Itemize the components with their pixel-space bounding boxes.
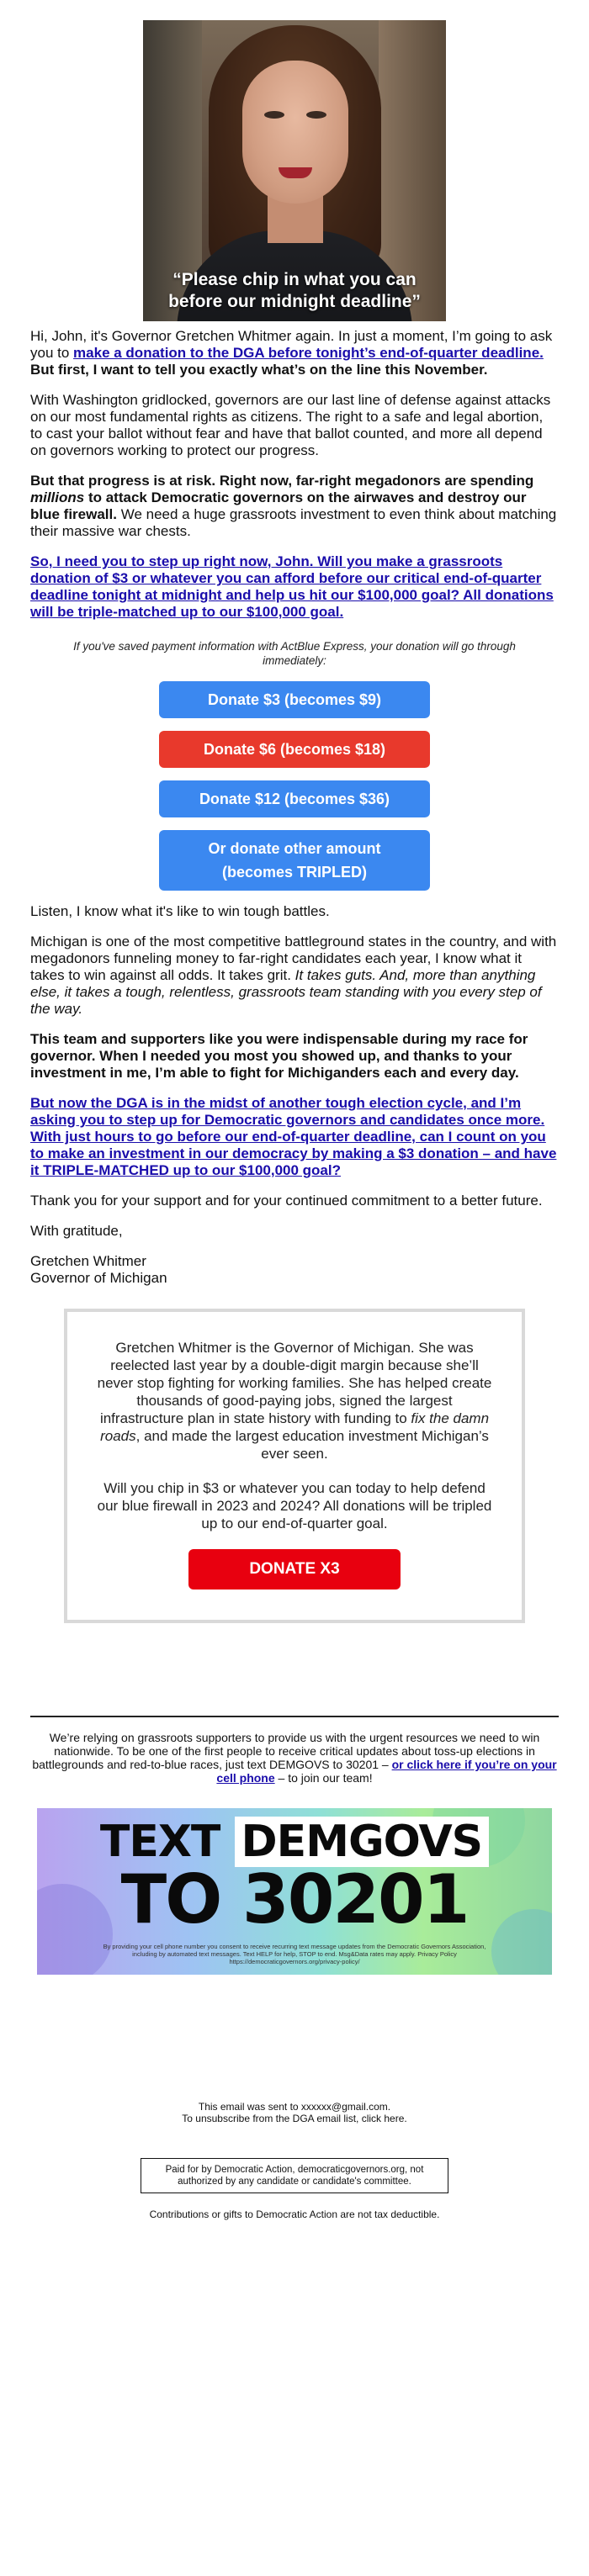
email-notice — [30, 2101, 559, 2124]
donate-x3-button[interactable]: DONATE X3 — [188, 1549, 401, 1590]
michigan-italic: It takes guts. And, more than anything else, it takes a tough, relentless, grassroots team standing with you every step of the way. — [30, 967, 542, 1017]
actblue-note: If you've saved payment information with ActBlue Express, your donation will go through immediately: — [73, 640, 516, 667]
donate-other-amount-button[interactable] — [159, 830, 430, 891]
gridlock-paragraph: With Washington gridlocked, governors are our last line of defense against attacks on our most fundamental rights as citizens. The right to a safe and legal abortion, to cast your ballot without fear and have that ballot counted, and more all depend on governors working to protect our progress. — [30, 392, 551, 458]
intro-bold-text: But first, I want to tell you exactly what’s on the line this November. — [30, 362, 488, 378]
cell-phone-signup-link[interactable]: or click here if you’re on your cell phone — [216, 1758, 557, 1785]
hero-portrait-face — [242, 61, 348, 204]
risk-bold-1: But that progress is at risk. Right now, far-right megadonors are spending — [30, 473, 534, 489]
unsubscribe-link[interactable]: To unsubscribe from the DGA email list, click here. — [182, 2113, 407, 2124]
signature-title: Governor of Michigan — [30, 1270, 167, 1286]
bio-ask: Will you chip in $3 or whatever you can today to help defend our blue firewall in 2023 and 2024? All donations will be tripled up to our end-of-quarter goal. — [97, 1480, 492, 1531]
donate-deadline-link[interactable]: make a donation to the DGA before tonight’s end-of-quarter deadline. — [73, 345, 544, 361]
footer-text: We’re relying on grassroots supporters to provide us with the urgent resources we need to win nationwide. To be one of the first people to receive critical updates about toss-up elections in battlegrounds and red-to-blue races, just text DEMGOVS to 30201 – — [32, 1731, 540, 1771]
footer-grassroots-text — [30, 1731, 559, 1785]
hero-caption-line-2: before our midnight deadline” — [168, 292, 421, 311]
email-sent-to: This email was sent to xxxxxx@gmail.com. — [198, 2101, 391, 2113]
hero-portrait-eye-left — [264, 111, 284, 119]
bio-text-2: , and made the largest education investment Michigan’s ever seen. — [135, 1428, 489, 1462]
hero-image[interactable] — [143, 20, 446, 321]
banner-line-1 — [37, 1817, 552, 1867]
intro-paragraph — [30, 328, 559, 378]
contributions-disclaimer: Contributions or gifts to Democratic Action are not tax deductible. — [149, 2208, 440, 2220]
text-demgovs-banner[interactable] — [37, 1808, 552, 1975]
bio-text-1: Gretchen Whitmer is the Governor of Michigan. She was reelected last year by a double-digit margin because she’ll never stop fighting for working families. She has helped create thousands of good-paying jobs, signed the largest infrastructure plan in state history with funding to — [97, 1340, 492, 1426]
donation-buttons — [159, 681, 430, 891]
donate-other-line-1: Or donate other amount — [208, 840, 381, 857]
bio-text — [94, 1339, 495, 1463]
donate-other-line-2: (becomes TRIPLED) — [221, 864, 368, 881]
banner-fine-print: By providing your cell phone number you consent to receive recurring text message updates from the Democratic Governors Association, including by automated text messages. Text HELP for help, STOP to end. Msg&Data rates may apply. Privacy Policy https://democraticgovernors.org/privacy-policy/ — [103, 1943, 486, 1965]
thanks-paragraph: Thank you for your support and for your continued commitment to a better future. — [30, 1193, 543, 1209]
footer-text-end: – to join our team! — [274, 1771, 373, 1785]
hero-caption-line-1: “Please chip in what you can — [172, 270, 417, 289]
bio-box — [64, 1309, 525, 1623]
signature — [30, 1253, 559, 1287]
signature-name: Gretchen Whitmer — [30, 1253, 146, 1269]
footer-divider — [30, 1716, 559, 1717]
donate-3-button[interactable]: Donate $3 (becomes $9) — [159, 681, 430, 718]
risk-rest: We need a huge grassroots investment to even think about matching their massive war chests. — [30, 506, 557, 539]
hero-portrait-eye-right — [306, 111, 326, 119]
risk-italic: millions — [30, 489, 85, 505]
team-paragraph: This team and supporters like you were indispensable during my race for governor. When I needed you most you showed up, and thanks to your investment in me, I’m able to fight for Michiganders each and every day. — [30, 1031, 528, 1081]
closing: With gratitude, — [30, 1223, 123, 1239]
banner-text-word: TEXT — [99, 1817, 220, 1867]
grassroots-donation-link[interactable]: So, I need you to step up right now, John. Will you make a grassroots donation of $3 or whatever you can afford before our critical end-of-quarter deadline tonight at midnight and help us hit our $100,000 goal? All donations will be triple-matched up to our $100,000 goal. — [30, 553, 554, 620]
risk-bold-2: to attack Democratic governors on the airwaves and destroy our blue firewall. — [30, 489, 527, 522]
listen-paragraph: Listen, I know what it's like to win tough battles. — [30, 903, 330, 919]
banner-line-2: TO 30201 — [120, 1860, 469, 1939]
hero-caption — [143, 269, 446, 313]
banner-keyword: DEMGOVS — [235, 1817, 490, 1867]
bio-italic: fix the damn roads — [100, 1410, 490, 1444]
michigan-text: Michigan is one of the most competitive battleground states in the country, and with megadonors funneling money to far-right candidates each year, I know what it takes to win against all odds. It takes grit. — [30, 934, 557, 983]
intro-text: Hi, John, it's Governor Gretchen Whitmer again. In just a moment, I’m going to ask you to — [30, 328, 553, 361]
paid-for-disclaimer: Paid for by Democratic Action, democraticgovernors.org, not authorized by any candidate or candidate's committee. — [141, 2158, 448, 2193]
dga-triple-match-link[interactable]: But now the DGA is in the midst of another tough election cycle, and I’m asking you to step up for Democratic governors and candidates once more. With just hours to go before our end-of-quarter deadline, can I count on you to make an investment in our democracy by making a $3 donation – and have it TRIPLE-MATCHED up to our $100,000 goal? — [30, 1095, 557, 1178]
michigan-paragraph — [30, 934, 559, 1018]
donate-6-button[interactable]: Donate $6 (becomes $18) — [159, 731, 430, 768]
risk-paragraph — [30, 473, 559, 540]
donate-12-button[interactable]: Donate $12 (becomes $36) — [159, 780, 430, 817]
